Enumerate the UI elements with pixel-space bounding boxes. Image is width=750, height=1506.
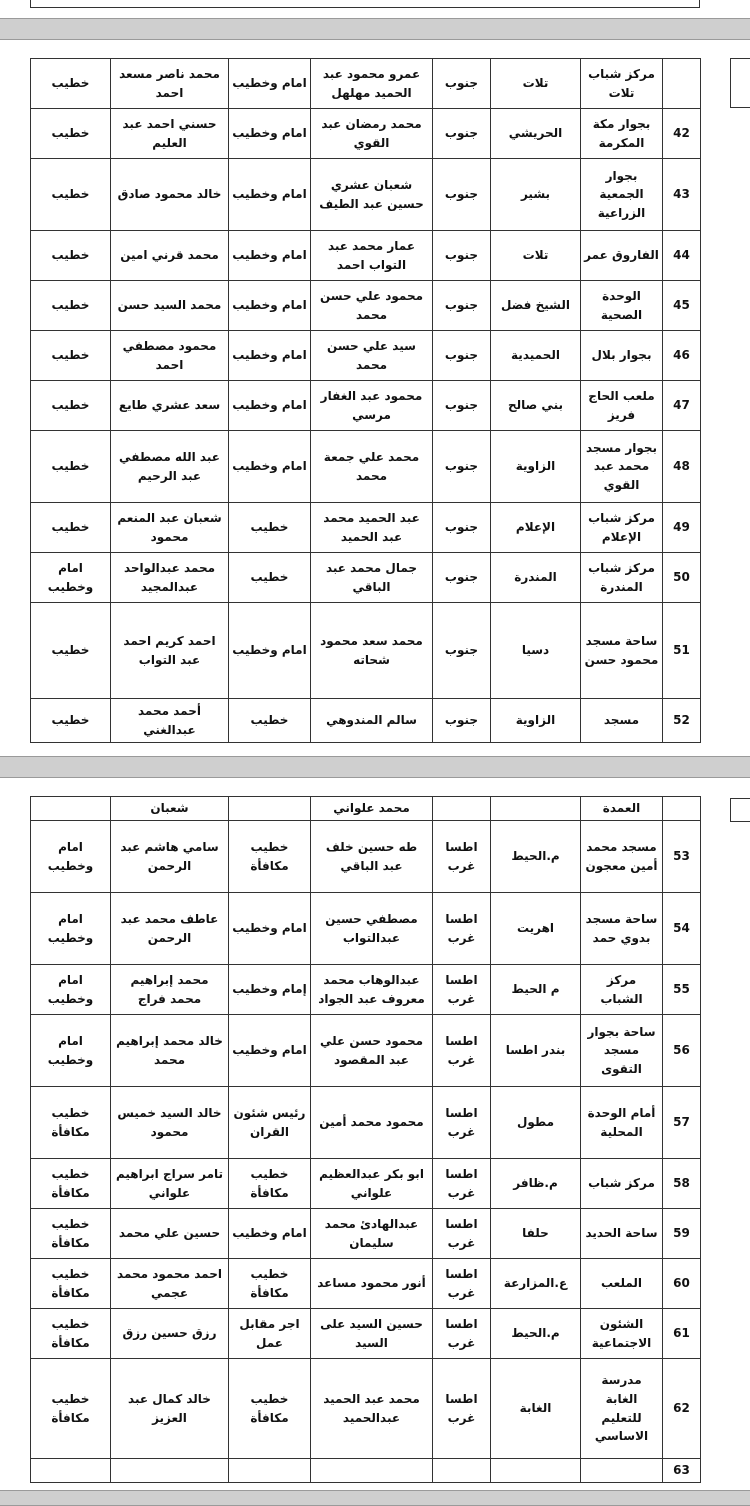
preacher-role-cell: امام وخطيب [31,965,111,1015]
row-number: 60 [663,1259,701,1309]
village-cell: الحميدية [491,331,581,381]
imam-role-cell: امام وخطيب [229,893,311,965]
table-header-row [31,59,701,109]
imam-role-cell: خطيب مكافأة [229,1259,311,1309]
imam-role-cell: رئيس شئون القران [229,1087,311,1159]
table-row [31,699,701,743]
header-cell: خطيب [31,59,111,109]
row-number: 47 [663,381,701,431]
table-row [31,431,701,503]
location-cell: مسجد محمد أمين معجون [581,821,663,893]
imam-role-cell: خطيب [229,699,311,743]
table-row [31,603,701,699]
region-cell: اطسا غرب [433,1159,491,1209]
region-cell: اطسا غرب [433,1309,491,1359]
imam-name-cell: محمود حسن علي عبد المقصود [311,1015,433,1087]
location-cell: أمام الوحدة المحلية [581,1087,663,1159]
location-cell: بجوار مكة المكرمة [581,109,663,159]
village-cell: م.ظافر [491,1159,581,1209]
preacher-role-cell: خطيب مكافأة [31,1359,111,1459]
header-cell: جنوب [433,59,491,109]
table-row [31,1259,701,1309]
preacher-role-cell: خطيب [31,159,111,231]
village-cell: اهريت [491,893,581,965]
preacher-role-cell: خطيب [31,331,111,381]
region-cell: اطسا غرب [433,965,491,1015]
village-cell: بني صالح [491,381,581,431]
region-cell: جنوب [433,331,491,381]
preacher-role-cell: خطيب [31,603,111,699]
preacher-name-cell: شعبان عبد المنعم محمود [111,503,229,553]
region-cell: اطسا غرب [433,1087,491,1159]
village-cell [491,1459,581,1483]
imam-role-cell: امام وخطيب [229,231,311,281]
row-number: 45 [663,281,701,331]
imam-name-cell: سيد علي حسن محمد [311,331,433,381]
preacher-name-cell: حسين علي محمد [111,1209,229,1259]
preacher-role-cell: امام وخطيب [31,1015,111,1087]
imam-name-cell: مصطفي حسين عبدالتواب [311,893,433,965]
imam-name-cell: عبدالهادئ محمد سليمان [311,1209,433,1259]
header-number-cell [663,797,701,821]
table-row [31,231,701,281]
table-row [31,893,701,965]
table-row [31,821,701,893]
imam-name-cell: محمد علي جمعة محمد [311,431,433,503]
location-cell [581,1459,663,1483]
location-cell: مسجد [581,699,663,743]
table-row [31,503,701,553]
preacher-name-cell: خالد محمود صادق [111,159,229,231]
imam-name-cell [311,1459,433,1483]
row-number: 51 [663,603,701,699]
preacher-name-cell: محمد قرني امين [111,231,229,281]
imam-role-cell: امام وخطيب [229,1015,311,1087]
village-cell: الزاوية [491,431,581,503]
table-row [31,1015,701,1087]
preacher-role-cell: امام وخطيب [31,821,111,893]
preacher-name-cell: سامي هاشم عبد الرحمن [111,821,229,893]
location-cell: مركز الشباب [581,965,663,1015]
region-cell: اطسا غرب [433,1209,491,1259]
row-number: 50 [663,553,701,603]
region-cell: جنوب [433,231,491,281]
imam-role-cell: خطيب مكافأة [229,1359,311,1459]
village-cell: المندرة [491,553,581,603]
header-cell [229,797,311,821]
row-number: 46 [663,331,701,381]
region-cell: جنوب [433,699,491,743]
preacher-role-cell: خطيب مكافأة [31,1087,111,1159]
region-cell: جنوب [433,553,491,603]
preacher-role-cell: خطيب [31,231,111,281]
preacher-name-cell: أحمد محمد عبدالغني [111,699,229,743]
row-number: 53 [663,821,701,893]
imam-role-cell: امام وخطيب [229,381,311,431]
location-cell: مركز شباب الإعلام [581,503,663,553]
region-cell: جنوب [433,503,491,553]
table-row [31,1087,701,1159]
location-cell: الوحدة الصحية [581,281,663,331]
imam-name-cell: سالم المندوهي [311,699,433,743]
table-row [31,1459,701,1483]
village-cell: ع.المزارعة [491,1259,581,1309]
row-number: 49 [663,503,701,553]
location-cell: ساحة مسجد بدوي حمد [581,893,663,965]
row-number: 42 [663,109,701,159]
header-cell: عمرو محمود عبد الحميد مهلهل [311,59,433,109]
location-cell: مركز شباب [581,1159,663,1209]
table-row [31,1209,701,1259]
imam-role-cell [229,1459,311,1483]
table-page-2 [30,796,701,1483]
imam-name-cell: طه حسين خلف عبد الباقي [311,821,433,893]
row-number: 59 [663,1209,701,1259]
page-separator-middle [0,756,750,778]
imam-name-cell: عبد الحميد محمد عبد الحميد [311,503,433,553]
table-row [31,159,701,231]
header-cell [491,797,581,821]
preacher-role-cell: خطيب [31,381,111,431]
header-cell [31,797,111,821]
location-cell: الفاروق عمر [581,231,663,281]
header-cell: محمد ناصر مسعد احمد [111,59,229,109]
header-cell: امام وخطيب [229,59,311,109]
location-cell: مدرسة الغابة للتعليم الاساسي [581,1359,663,1459]
top-partial-row [30,0,700,8]
region-cell: اطسا غرب [433,893,491,965]
preacher-role-cell: خطيب [31,109,111,159]
location-cell: ساحة مسجد محمود حسن [581,603,663,699]
location-cell: الشئون الاجتماعية [581,1309,663,1359]
preacher-role-cell: خطيب [31,431,111,503]
village-cell: الزاوية [491,699,581,743]
preacher-name-cell: رزق حسين رزق [111,1309,229,1359]
table-page-1 [30,58,701,743]
table-row [31,1359,701,1459]
region-cell: اطسا غرب [433,1259,491,1309]
village-cell: الإعلام [491,503,581,553]
preacher-role-cell: خطيب [31,503,111,553]
table-row [31,281,701,331]
location-cell: ملعب الحاج فريز [581,381,663,431]
imam-role-cell: خطيب مكافأة [229,1159,311,1209]
imam-name-cell: ابو بكر عبدالعظيم علواني [311,1159,433,1209]
row-number: 52 [663,699,701,743]
preacher-role-cell: امام وخطيب [31,893,111,965]
location-cell: بجوار الجمعية الزراعية [581,159,663,231]
preacher-role-cell: امام وخطيب [31,553,111,603]
location-cell: مركز شباب المندرة [581,553,663,603]
table-row [31,381,701,431]
imam-name-cell: محمود علي حسن محمد [311,281,433,331]
imam-role-cell: امام وخطيب [229,431,311,503]
region-cell: اطسا غرب [433,821,491,893]
imam-name-cell: عبدالوهاب محمد معروف عبد الجواد [311,965,433,1015]
preacher-name-cell: خالد السيد خميس محمود [111,1087,229,1159]
preacher-role-cell: خطيب [31,281,111,331]
preacher-role-cell: خطيب مكافأة [31,1209,111,1259]
header-cell [433,797,491,821]
row-number: 58 [663,1159,701,1209]
imam-role-cell: اجر مقابل عمل [229,1309,311,1359]
imam-name-cell: محمود محمد أمين [311,1087,433,1159]
preacher-role-cell: خطيب مكافأة [31,1309,111,1359]
imam-role-cell: امام وخطيب [229,1209,311,1259]
preacher-role-cell: خطيب مكافأة [31,1159,111,1209]
location-cell: بجوار بلال [581,331,663,381]
preacher-role-cell: خطيب [31,699,111,743]
preacher-name-cell [111,1459,229,1483]
region-cell: جنوب [433,281,491,331]
location-cell: ساحة بجوار مسجد التقوى [581,1015,663,1087]
region-cell: جنوب [433,603,491,699]
preacher-name-cell: محمد إبراهيم محمد فراج [111,965,229,1015]
region-cell: جنوب [433,109,491,159]
preacher-role-cell: خطيب مكافأة [31,1259,111,1309]
row-number: 62 [663,1359,701,1459]
preacher-name-cell: خالد كمال عبد العزيز [111,1359,229,1459]
row-number: 54 [663,893,701,965]
village-cell: الغابة [491,1359,581,1459]
imam-name-cell: محمد سعد محمود شحاته [311,603,433,699]
village-cell: م.الحيط [491,821,581,893]
table-row [31,553,701,603]
village-cell: م.الحيط [491,1309,581,1359]
header-cell: العمدة [581,797,663,821]
region-cell [433,1459,491,1483]
region-cell: اطسا غرب [433,1015,491,1087]
village-cell: بندر اطسا [491,1015,581,1087]
imam-role-cell: خطيب مكافأة [229,821,311,893]
village-cell: حلفا [491,1209,581,1259]
preacher-name-cell: عبد الله مصطفي عبد الرحيم [111,431,229,503]
region-cell: جنوب [433,381,491,431]
imam-name-cell: حسين السيد على السيد [311,1309,433,1359]
row-number: 57 [663,1087,701,1159]
village-cell: الحريشي [491,109,581,159]
page-separator-top [0,18,750,40]
side-stub-1 [730,58,750,108]
imam-role-cell: خطيب [229,553,311,603]
table-header-row [31,797,701,821]
table-row [31,1309,701,1359]
row-number: 43 [663,159,701,231]
imam-role-cell: خطيب [229,503,311,553]
imam-role-cell: امام وخطيب [229,109,311,159]
imam-name-cell: شعبان عشري حسين عبد الطيف [311,159,433,231]
village-cell: م الحيط [491,965,581,1015]
village-cell: تلات [491,231,581,281]
preacher-name-cell: محمد عبدالواحد عبدالمجيد [111,553,229,603]
row-number: 56 [663,1015,701,1087]
preacher-name-cell: حسني احمد عبد العليم [111,109,229,159]
imam-role-cell: امام وخطيب [229,281,311,331]
imam-name-cell: عمار محمد عبد التواب احمد [311,231,433,281]
imam-name-cell: محمود عبد الغفار مرسي [311,381,433,431]
village-cell: دسيا [491,603,581,699]
row-number: 55 [663,965,701,1015]
imam-name-cell: جمال محمد عبد الباقي [311,553,433,603]
village-cell: الشيخ فضل [491,281,581,331]
region-cell: جنوب [433,159,491,231]
imam-role-cell: امام وخطيب [229,603,311,699]
table-row [31,109,701,159]
preacher-name-cell: تامر سراج ابراهيم علواني [111,1159,229,1209]
table-row [31,1159,701,1209]
table-row [31,965,701,1015]
row-number: 61 [663,1309,701,1359]
page-separator-bottom [0,1490,750,1506]
region-cell: جنوب [433,431,491,503]
row-number: 63 [663,1459,701,1483]
preacher-name-cell: عاطف محمد عبد الرحمن [111,893,229,965]
header-cell: تلات [491,59,581,109]
imam-role-cell: امام وخطيب [229,159,311,231]
preacher-name-cell: احمد محمود محمد عجمي [111,1259,229,1309]
preacher-role-cell [31,1459,111,1483]
imam-role-cell: إمام وخطيب [229,965,311,1015]
header-cell: محمد علواني [311,797,433,821]
preacher-name-cell: احمد كريم احمد عبد التواب [111,603,229,699]
preacher-name-cell: محمود مصطفي احمد [111,331,229,381]
header-number-cell [663,59,701,109]
village-cell: بشير [491,159,581,231]
preacher-name-cell: محمد السيد حسن [111,281,229,331]
header-cell: مركز شباب تلات [581,59,663,109]
location-cell: بجوار مسجد محمد عبد القوي [581,431,663,503]
region-cell: اطسا غرب [433,1359,491,1459]
imam-name-cell: محمد عبد الحميد عبدالحميد [311,1359,433,1459]
side-stub-2 [730,798,750,822]
imam-name-cell: أنور محمود مساعد [311,1259,433,1309]
location-cell: ساحة الحديد [581,1209,663,1259]
table-row [31,331,701,381]
preacher-name-cell: سعد عشري طايع [111,381,229,431]
row-number: 48 [663,431,701,503]
location-cell: الملعب [581,1259,663,1309]
preacher-name-cell: خالد محمد إبراهيم محمد [111,1015,229,1087]
header-cell: شعبان [111,797,229,821]
row-number: 44 [663,231,701,281]
imam-name-cell: محمد رمضان عبد القوي [311,109,433,159]
village-cell: مطول [491,1087,581,1159]
imam-role-cell: امام وخطيب [229,331,311,381]
